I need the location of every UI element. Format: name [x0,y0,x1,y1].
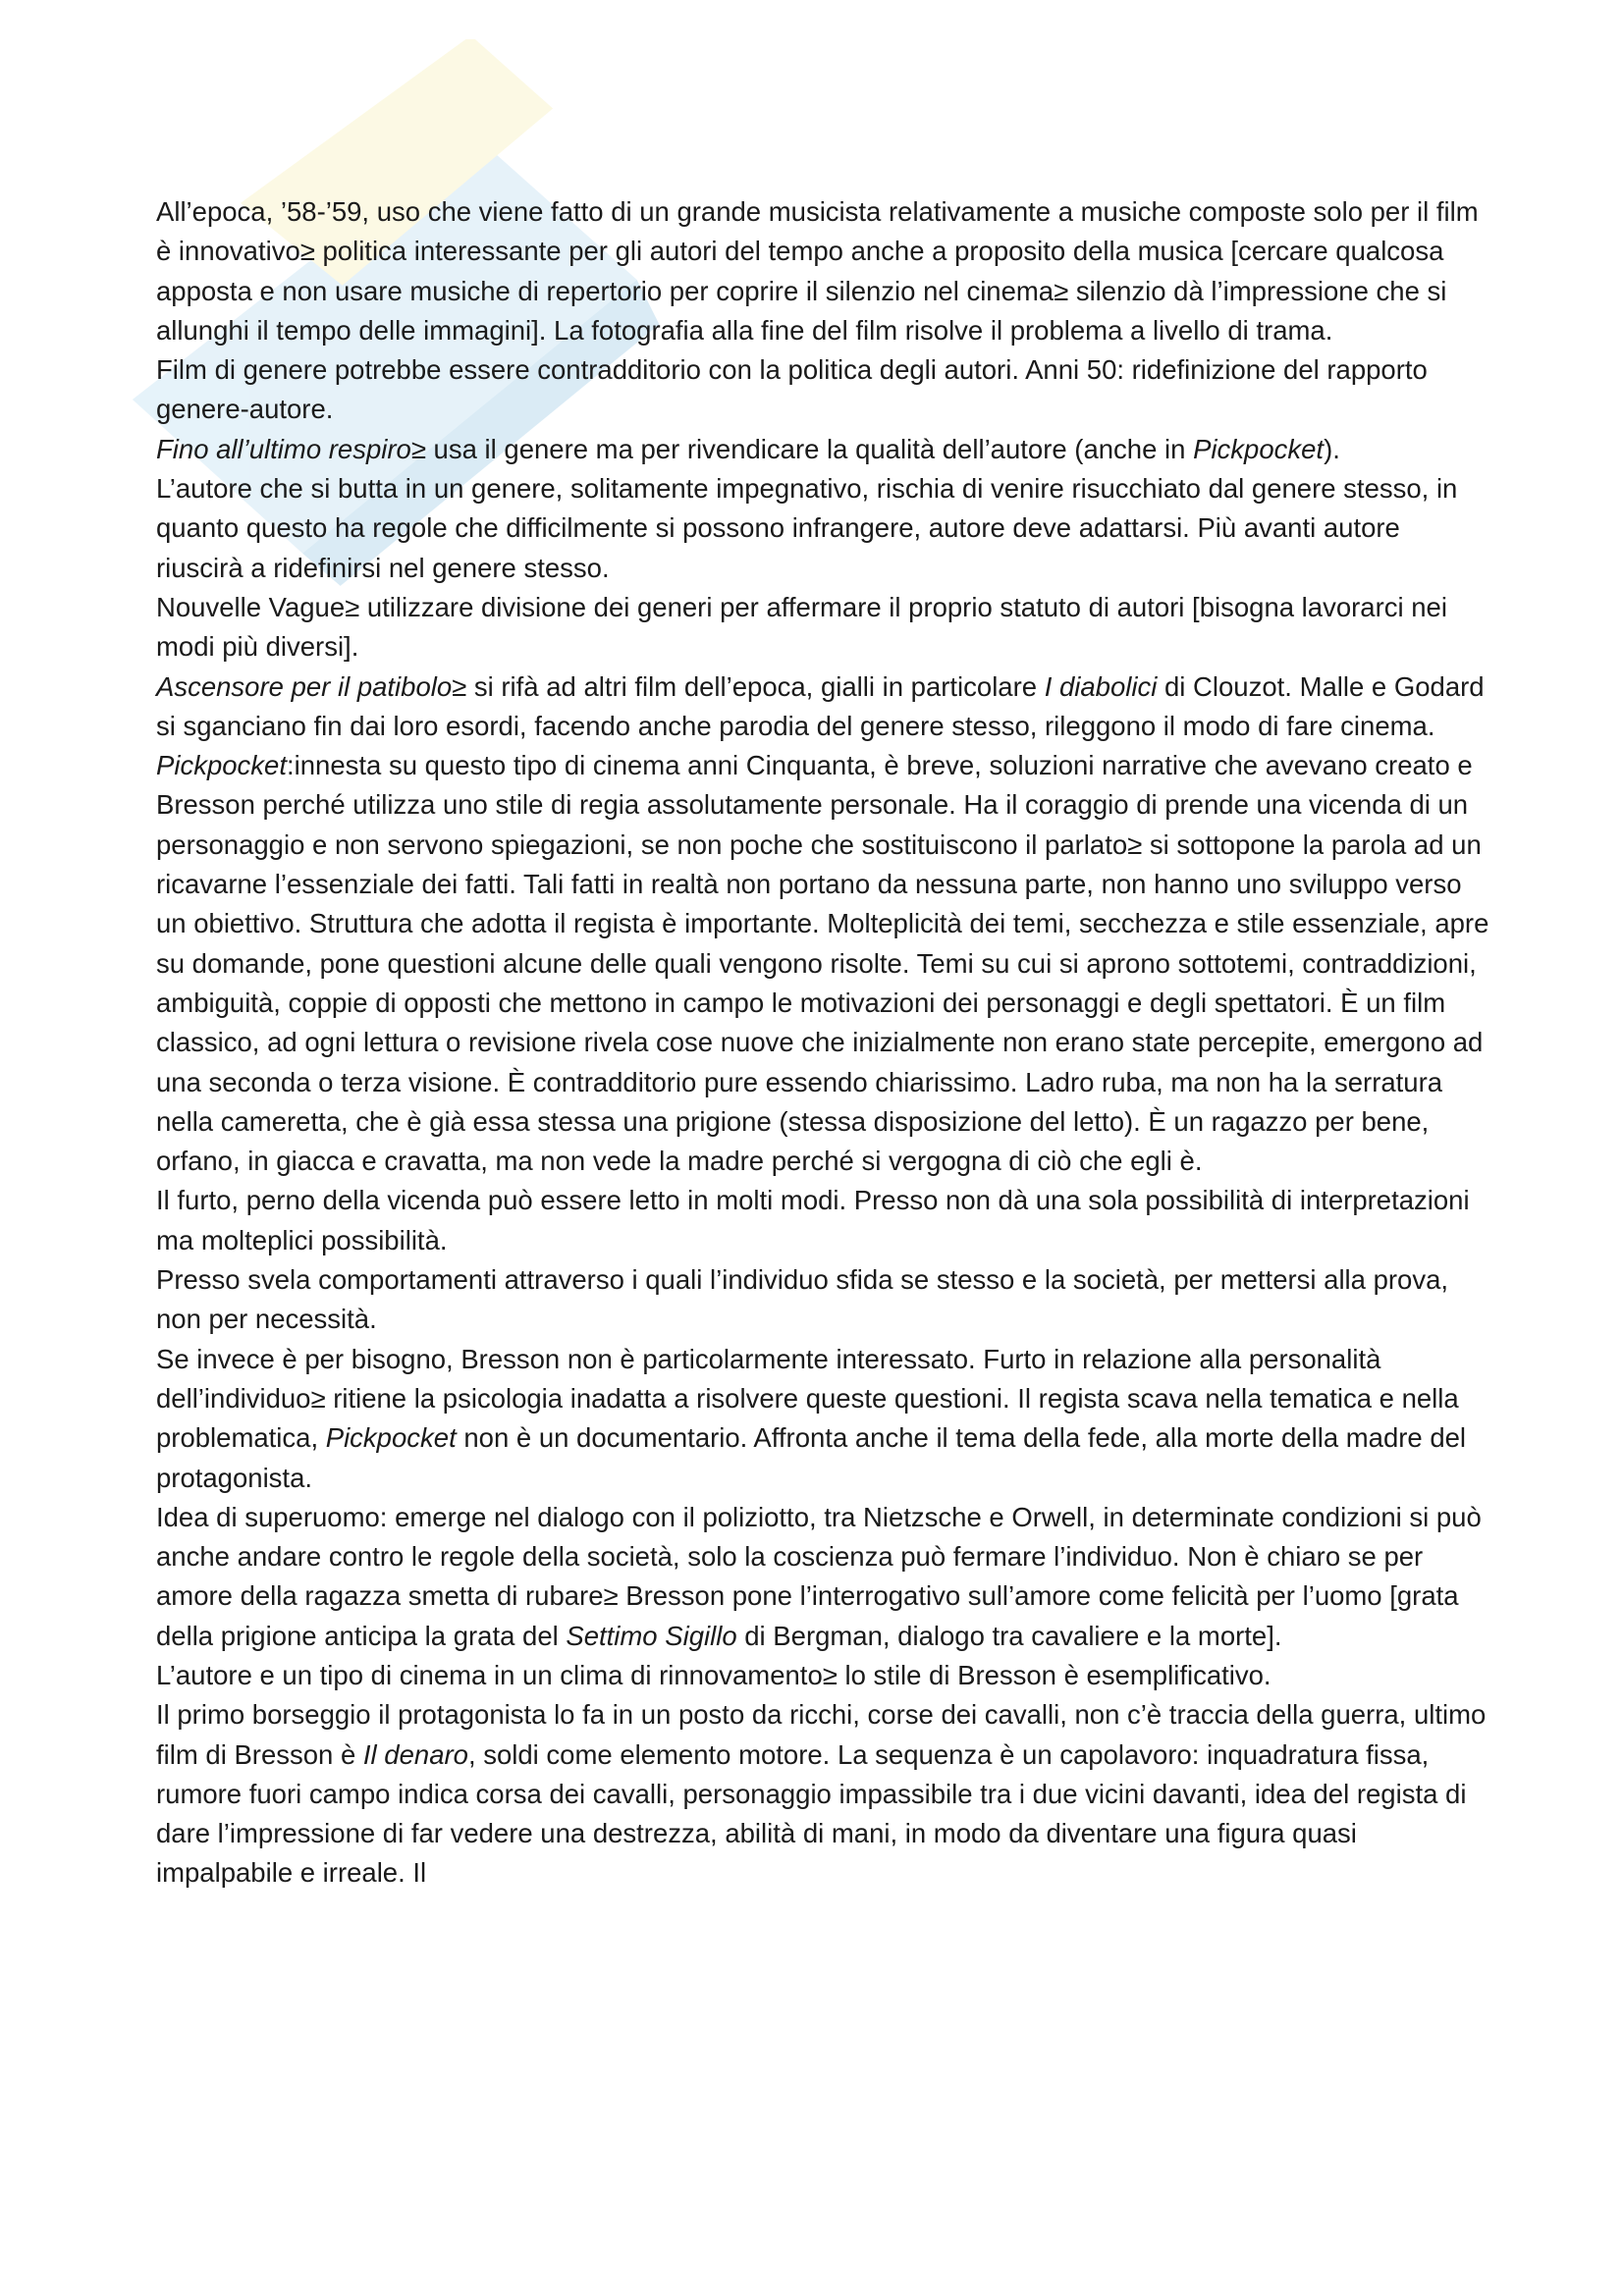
paragraph [156,746,1491,1181]
paragraph [156,1695,1491,1893]
text-run: :innesta su questo tipo di cinema anni Cinquanta, è breve, soluzioni narrative che avevano creato e Bresson perché utilizza uno stile di regia assolutamente personale. Ha il coraggio di prende una vicenda di un personaggio e non servono spiegazioni, se non poche che sostituiscono il parlato≥ si sottopone la parola ad un ricavarne l’essenziale dei fatti. Tali fatti in realtà non portano da nessuna parte, non hanno uno sviluppo verso un obiettivo. Struttura che adotta il regista è importante. Molteplicità dei temi, secchezza e stile essenziale, apre su domande, pone questioni alcune delle quali vengono risolte. Temi su cui si aprono sottotemi, contraddizioni, ambiguità, coppie di opposti che mettono in campo le motivazioni dei personaggi e degli spettatori. È un film classico, ad ogni lettura o revisione rivela cose nuove che inizialmente non erano state percepite, emergono ad una seconda o terza visione. È contradditorio pure essendo chiarissimo. Ladro ruba, ma non ha la serratura nella cameretta, che è già essa stessa una prigione (stessa disposizione del letto). È un ragazzo per bene, orfano, in giacca e cravatta, ma non vede la madre perché si vergogna di ciò che egli è. [156,750,1489,1177]
paragraph [156,588,1491,667]
text-run: , soldi come elemento motore. La sequenza è un capolavoro: inquadratura fissa, rumore fuori campo indica corsa dei cavalli, personaggio impassibile tra i due vicini davanti, idea del regista di dare l’impressione di far vedere una destrezza, abilità di mani, in modo da diventare una figura quasi impalpabile e irreale. Il [156,1738,1467,1889]
paragraph [156,430,1491,469]
document-body [156,192,1491,1894]
text-run: L’autore e un tipo di cinema in un clima di rinnovamento≥ lo stile di Bresson è esemplificativo. [156,1659,1271,1690]
text-run: non è un documentario. Affronta anche il tema della fede, alla morte della madre del protagonista. [156,1422,1467,1493]
text-run: All’epoca, ’58-’59, uso che viene fatto di un grande musicista relativamente a musiche composte solo per il film è innovativo≥ politica interessante per gli autori del tempo anche a proposito della musica [cercare qualcosa apposta e non usare musiche di repertorio per coprire il silenzio nel cinema≥ silenzio dà l’impressione che si allunghi il tempo delle immagini]. La fotografia alla fine del film risolve il problema a livello di trama. [156,196,1479,346]
italic-title: Settimo Sigillo [566,1620,737,1651]
italic-title: Fino all’ultimo respiro [156,433,411,464]
paragraph [156,1656,1491,1695]
text-run: di Bergman, dialogo tra cavaliere e la morte]. [736,1620,1282,1651]
paragraph [156,1498,1491,1656]
text-run: ≥ si rifà ad altri film dell’epoca, gialli in particolare [452,670,1045,702]
paragraph [156,1260,1491,1340]
paragraph [156,192,1491,350]
italic-title: Pickpocket [325,1422,457,1454]
text-run: Il primo borseggio il protagonista lo fa in un posto da ricchi, corse dei cavalli, non c’è traccia della guerra, ultimo film di Bresson è [156,1699,1487,1770]
italic-title: Pickpocket [1193,433,1325,464]
text-run: Se invece è per bisogno, Bresson non è particolarmente interessato. Furto in relazione alla personalità dell’individuo≥ ritiene la psicologia inadatta a risolvere queste questioni. Il regista scava nella tematica e nella problematica, [156,1343,1459,1454]
paragraph [156,1181,1491,1260]
italic-title: Pickpocket [156,750,287,781]
text-run: ≥ usa il genere ma per rivendicare la qualità dell’autore (anche in [410,433,1194,464]
text-run: L’autore che si butta in un genere, solitamente impegnativo, rischia di venire risucchiato dal genere stesso, in quanto questo ha regole che difficilmente si possono infrangere, autore deve adattarsi. Più avanti autore riuscirà a ridefinirsi nel genere stesso. [156,473,1458,583]
text-run: Presso svela comportamenti attraverso i quali l’individuo sfida se stesso e la società, per mettersi alla prova, non per necessità. [156,1264,1449,1335]
text-run: Idea di superuomo: emerge nel dialogo con il poliziotto, tra Nietzsche e Orwell, in determinate condizioni si può anche andare contro le regole della società, solo la coscienza può fermare l’individuo. Non è chiaro se per amore della ragazza smetta di rubare≥ Bresson pone l’interrogativo sull’amore come felicità per l’uomo [grata della prigione anticipa la grata del [156,1501,1482,1651]
paragraph [156,350,1491,430]
paragraph [156,1340,1491,1498]
text-run: Il furto, perno della vicenda può essere letto in molti modi. Presso non dà una sola possibilità di interpretazioni ma molteplici possibilità. [156,1185,1470,1255]
italic-title: Ascensore per il patibolo [156,670,453,702]
italic-title: Il denaro [362,1738,468,1770]
text-run: Nouvelle Vague≥ utilizzare divisione dei generi per affermare il proprio statuto di autori [bisogna lavorarci nei modi più diversi]. [156,591,1447,663]
text-run: Film di genere potrebbe essere contradditorio con la politica degli autori. Anni 50: ridefinizione del rapporto genere-autore. [156,354,1428,425]
paragraph [156,667,1491,747]
italic-title: I diabolici [1044,670,1158,702]
text-run: di Clouzot. Malle e Godard si sganciano fin dai loro esordi, facendo anche parodia del genere stesso, rileggono il modo di fare cinema. [156,670,1485,741]
text-run: ). [1324,433,1340,464]
paragraph [156,469,1491,588]
